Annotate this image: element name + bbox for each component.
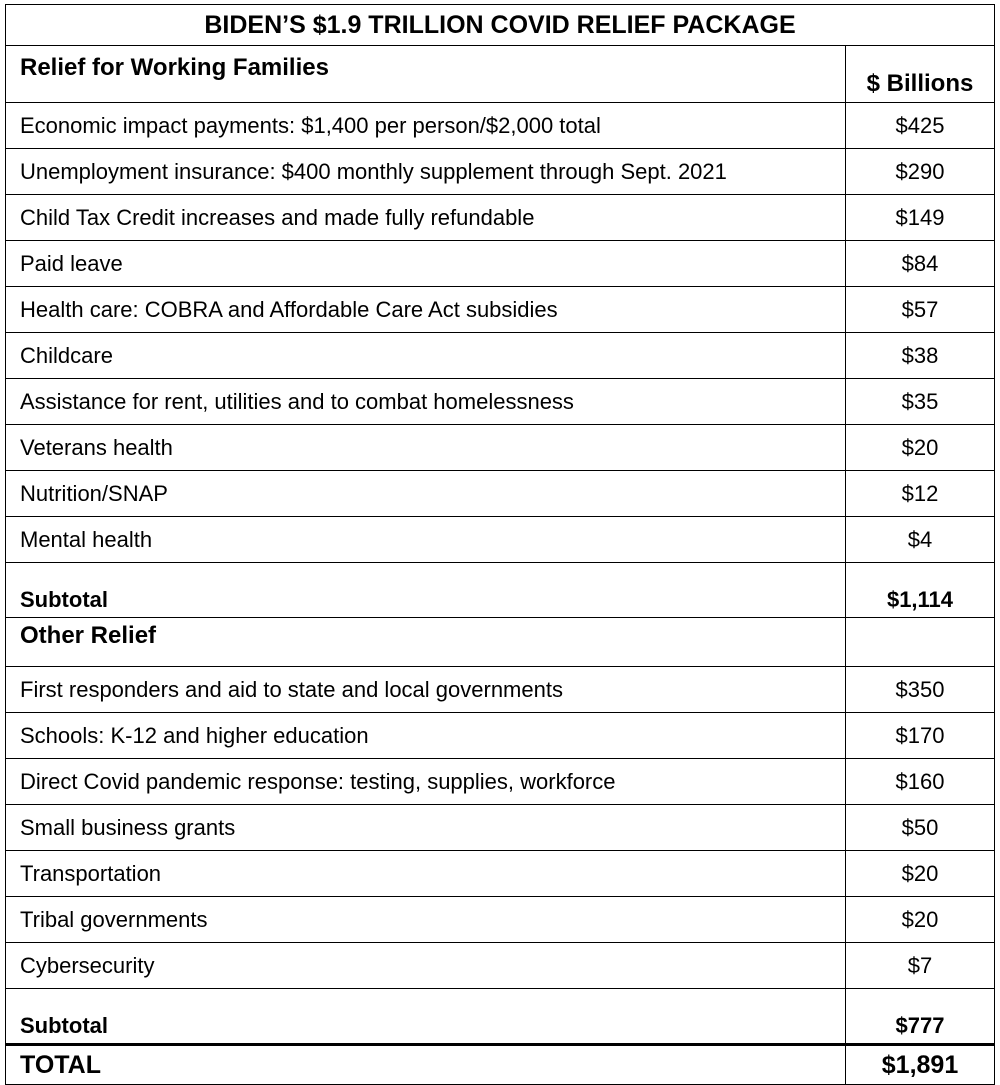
- table-row: [6, 379, 995, 425]
- row-label: Nutrition/SNAP: [6, 471, 846, 517]
- table-row: [6, 103, 995, 149]
- subtotal-row: [6, 563, 995, 618]
- row-value: $20: [846, 425, 995, 471]
- subtotal-value: $777: [846, 989, 995, 1045]
- row-label: First responders and aid to state and local governments: [6, 667, 846, 713]
- row-value: $35: [846, 379, 995, 425]
- row-value: $7: [846, 943, 995, 989]
- table-row: [6, 517, 995, 563]
- section-header-row: [6, 46, 995, 103]
- section-heading: Other Relief: [6, 618, 846, 667]
- row-label: Economic impact payments: $1,400 per person/$2,000 total: [6, 103, 846, 149]
- table-row: [6, 943, 995, 989]
- row-value: $50: [846, 805, 995, 851]
- table-row: [6, 149, 995, 195]
- table-row: [6, 471, 995, 517]
- total-row: [6, 1045, 995, 1085]
- table-row: [6, 667, 995, 713]
- row-value: $425: [846, 103, 995, 149]
- row-label: Health care: COBRA and Affordable Care Act subsidies: [6, 287, 846, 333]
- row-label: Cybersecurity: [6, 943, 846, 989]
- subtotal-row: [6, 989, 995, 1045]
- table-row: [6, 287, 995, 333]
- row-value: $38: [846, 333, 995, 379]
- row-label: Childcare: [6, 333, 846, 379]
- table-row: [6, 851, 995, 897]
- subtotal-value: $1,114: [846, 563, 995, 618]
- section-heading: Relief for Working Families: [6, 46, 846, 103]
- table-row: [6, 195, 995, 241]
- row-value: $57: [846, 287, 995, 333]
- table-row: [6, 241, 995, 287]
- empty-cell: [846, 618, 995, 667]
- row-label: Assistance for rent, utilities and to combat homelessness: [6, 379, 846, 425]
- row-value: $20: [846, 897, 995, 943]
- row-label: Child Tax Credit increases and made fully refundable: [6, 195, 846, 241]
- total-label: TOTAL: [6, 1045, 846, 1085]
- row-value: $170: [846, 713, 995, 759]
- row-label: Schools: K-12 and higher education: [6, 713, 846, 759]
- row-label: Transportation: [6, 851, 846, 897]
- table-row: [6, 805, 995, 851]
- row-value: $160: [846, 759, 995, 805]
- row-value: $149: [846, 195, 995, 241]
- table-title: BIDEN’S $1.9 TRILLION COVID RELIEF PACKAGE: [6, 5, 995, 46]
- row-value: $4: [846, 517, 995, 563]
- section-header-row: [6, 618, 995, 667]
- table-row: [6, 759, 995, 805]
- table-row: [6, 333, 995, 379]
- row-label: Tribal governments: [6, 897, 846, 943]
- row-label: Unemployment insurance: $400 monthly supplement through Sept. 2021: [6, 149, 846, 195]
- row-value: $350: [846, 667, 995, 713]
- row-label: Paid leave: [6, 241, 846, 287]
- table-title-row: [6, 5, 995, 46]
- table-row: [6, 425, 995, 471]
- column-header: $ Billions: [846, 46, 995, 103]
- total-value: $1,891: [846, 1045, 995, 1085]
- subtotal-label: Subtotal: [6, 563, 846, 618]
- subtotal-label: Subtotal: [6, 989, 846, 1045]
- row-label: Mental health: [6, 517, 846, 563]
- row-label: Direct Covid pandemic response: testing, supplies, workforce: [6, 759, 846, 805]
- relief-package-table: [5, 4, 995, 1085]
- row-value: $290: [846, 149, 995, 195]
- row-label: Small business grants: [6, 805, 846, 851]
- row-value: $20: [846, 851, 995, 897]
- table-row: [6, 713, 995, 759]
- row-value: $12: [846, 471, 995, 517]
- table-row: [6, 897, 995, 943]
- row-label: Veterans health: [6, 425, 846, 471]
- row-value: $84: [846, 241, 995, 287]
